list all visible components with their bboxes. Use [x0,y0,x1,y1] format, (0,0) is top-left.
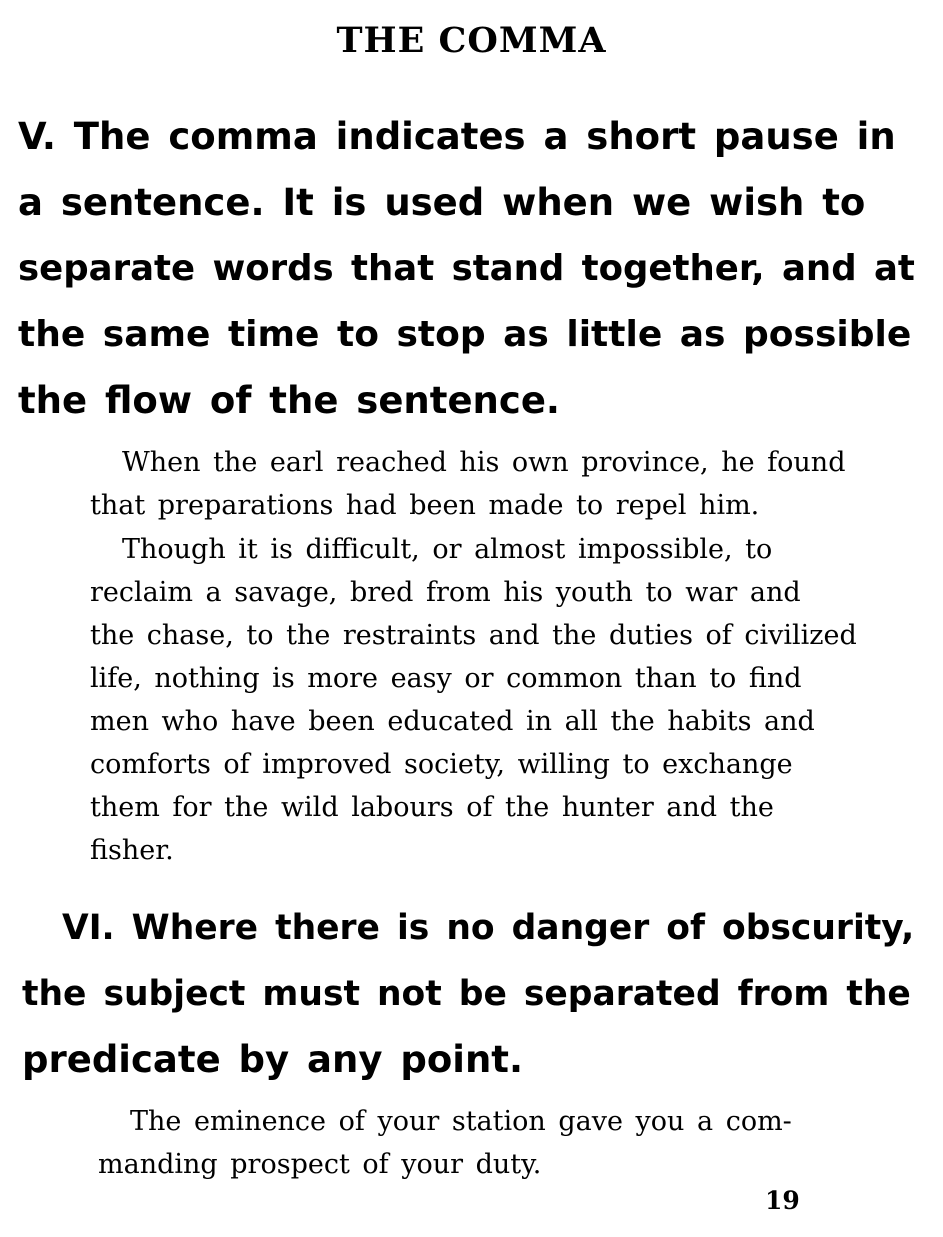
rule-v [18,104,918,434]
example-line: men who have been educated in all the habits and [90,706,815,737]
example-line: Though it is difficult, or almost impossible, to [122,534,773,565]
rule-v-line: the flow of the sentence. [18,379,560,422]
page-title: THE COMMA [336,20,607,61]
example-line: reclaim a savage, bred from his youth to war and [90,577,801,608]
example-line: manding prospect of your duty. [98,1149,542,1180]
example-line: them for the wild labours of the hunter and the [90,792,774,823]
example-line: the chase, to the restraints and the duties of civilized [90,620,857,651]
rule-vi-line: VI. Where there is no danger of obscurity, [62,908,915,948]
page-number: 19 [765,1186,800,1215]
rule-v-line: V. The comma indicates a short pause in [18,115,896,158]
example-line: comforts of improved society, willing to exchange [90,749,793,780]
example-v-1 [90,441,845,527]
rule-vi-line: predicate by any point. [22,1038,524,1081]
rule-v-line: the same time to stop as little as possible [18,314,912,355]
example-line: When the earl reached his own province, he found [122,447,846,478]
rule-v-line: separate words that stand together, and at [18,248,915,289]
rule-vi [22,895,922,1093]
example-line: life, nothing is more easy or common than to find [90,663,802,694]
example-vi [98,1100,792,1186]
rule-vi-line: the subject must not be separated from the [22,974,911,1014]
example-line: that preparations had been made to repel him. [90,490,760,521]
example-line: fisher. [90,835,174,866]
rule-v-line: a sentence. It is used when we wish to [18,181,866,224]
example-line: The eminence of your station gave you a com- [130,1106,792,1137]
example-v-2 [90,528,857,872]
